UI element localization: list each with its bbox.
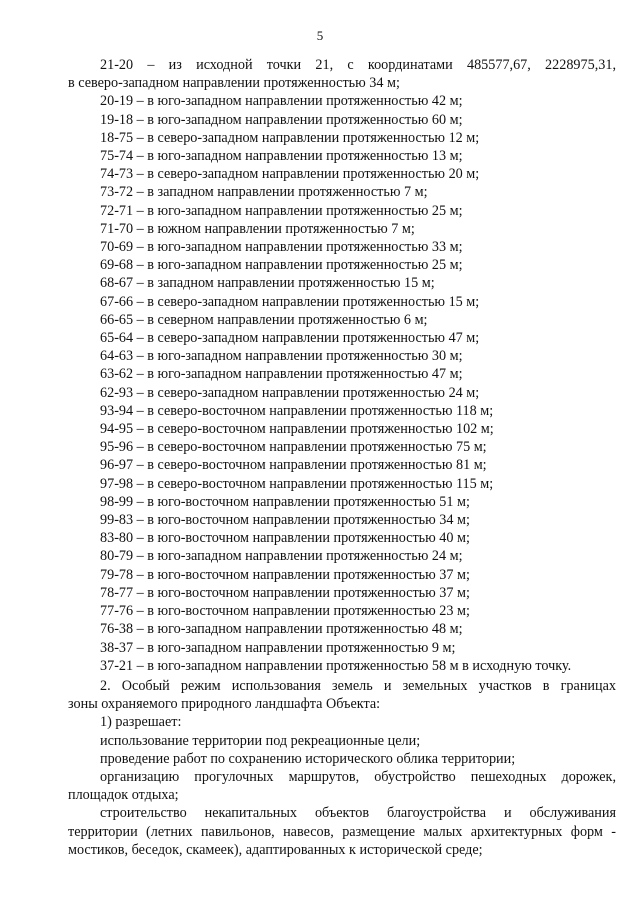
segment-line: 74-73 – в северо-западном направлении протяженностью 20 м; — [100, 166, 480, 183]
permitted-item-3-line-2: площадок отдыха; — [68, 787, 179, 804]
segment-line: 96-97 – в северо-восточном направлении протяженностью 81 м; — [100, 457, 487, 474]
permitted-item-4-line-3: мостиков, беседок, скамеек), адаптированных к исторической среде; — [68, 841, 483, 858]
permitted-item-3-line-1: организацию прогулочных маршрутов, обустройство пешеходных дорожек, — [100, 768, 616, 785]
segment-line: 62-93 – в северо-западном направлении протяженностью 24 м; — [100, 384, 480, 401]
segment-list — [68, 92, 616, 675]
segment-line: 99-83 – в юго-восточном направлении протяженностью 34 м; — [100, 512, 470, 529]
segment-line: 73-72 – в западном направлении протяженностью 7 м; — [100, 184, 428, 201]
intro-line-2: в северо-западном направлении протяженностью 34 м; — [68, 75, 400, 92]
segment-line: 66-65 – в северном направлении протяженностью 6 м; — [100, 311, 428, 328]
segment-line: 80-79 – в юго-западном направлении протяженностью 24 м; — [100, 548, 463, 565]
segment-line: 78-77 – в юго-восточном направлении протяженностью 37 м; — [100, 584, 470, 601]
segment-line: 63-62 – в юго-западном направлении протяженностью 47 м; — [100, 366, 463, 383]
permitted-item-4-line-1: строительство некапитальных объектов благоустройства и обслуживания — [100, 805, 616, 822]
section-2-line-1: 2. Особый режим использования земель и земельных участков в границах — [100, 677, 616, 694]
segment-line: 71-70 – в южном направлении протяженностью 7 м; — [100, 220, 415, 237]
segment-line: 76-38 – в юго-западном направлении протяженностью 48 м; — [100, 621, 463, 638]
segment-line: 20-19 – в юго-западном направлении протяженностью 42 м; — [100, 93, 463, 110]
segment-line: 72-71 – в юго-западном направлении протяженностью 25 м; — [100, 202, 463, 219]
segment-line: 98-99 – в юго-восточном направлении протяженностью 51 м; — [100, 493, 470, 510]
segment-line: 75-74 – в юго-западном направлении протяженностью 13 м; — [100, 148, 463, 165]
segment-line: 69-68 – в юго-западном направлении протяженностью 25 м; — [100, 257, 463, 274]
segment-line: 19-18 – в юго-западном направлении протяженностью 60 м; — [100, 111, 463, 128]
segment-line: 64-63 – в юго-западном направлении протяженностью 30 м; — [100, 348, 463, 365]
permitted-item-1: использование территории под рекреационные цели; — [100, 732, 421, 749]
segment-line: 77-76 – в юго-восточном направлении протяженностью 23 м; — [100, 603, 470, 620]
page-number: 5 — [316, 28, 324, 43]
document-body — [68, 56, 616, 859]
intro-line-1: 21-20 – из исходной точки 21, с координатами 485577,67, 2228975,31, — [100, 57, 616, 73]
segment-line: 37-21 – в юго-западном направлении протяженностью 58 м в исходную точку. — [100, 657, 572, 674]
segment-line: 95-96 – в северо-восточном направлении протяженностью 75 м; — [100, 439, 487, 456]
segment-line: 83-80 – в юго-восточном направлении протяженностью 40 м; — [100, 530, 470, 547]
segment-line: 18-75 – в северо-западном направлении протяженностью 12 м; — [100, 129, 480, 146]
permitted-item-4-line-2: территории (летних павильонов, навесов, размещение малых архитектурных форм - — [68, 823, 616, 840]
segment-line: 97-98 – в северо-восточном направлении протяженностью 115 м; — [100, 475, 494, 492]
segment-line: 70-69 – в юго-западном направлении протяженностью 33 м; — [100, 239, 463, 256]
segment-line: 67-66 – в северо-западном направлении протяженностью 15 м; — [100, 293, 480, 310]
segment-line: 94-95 – в северо-восточном направлении протяженностью 102 м; — [100, 421, 494, 438]
permitted-item-2: проведение работ по сохранению исторического облика территории; — [100, 750, 516, 767]
segment-line: 38-37 – в юго-западном направлении протяженностью 9 м; — [100, 639, 456, 656]
section-2-subhead: 1) разрешает: — [100, 714, 182, 731]
segment-line: 93-94 – в северо-восточном направлении протяженностью 118 м; — [100, 402, 494, 419]
segment-line: 68-67 – в западном направлении протяженностью 15 м; — [100, 275, 435, 292]
section-2-line-2: зоны охраняемого природного ландшафта Объекта: — [68, 696, 381, 713]
segment-line: 79-78 – в юго-восточном направлении протяженностью 37 м; — [100, 566, 470, 583]
segment-line: 65-64 – в северо-западном направлении протяженностью 47 м; — [100, 330, 480, 347]
